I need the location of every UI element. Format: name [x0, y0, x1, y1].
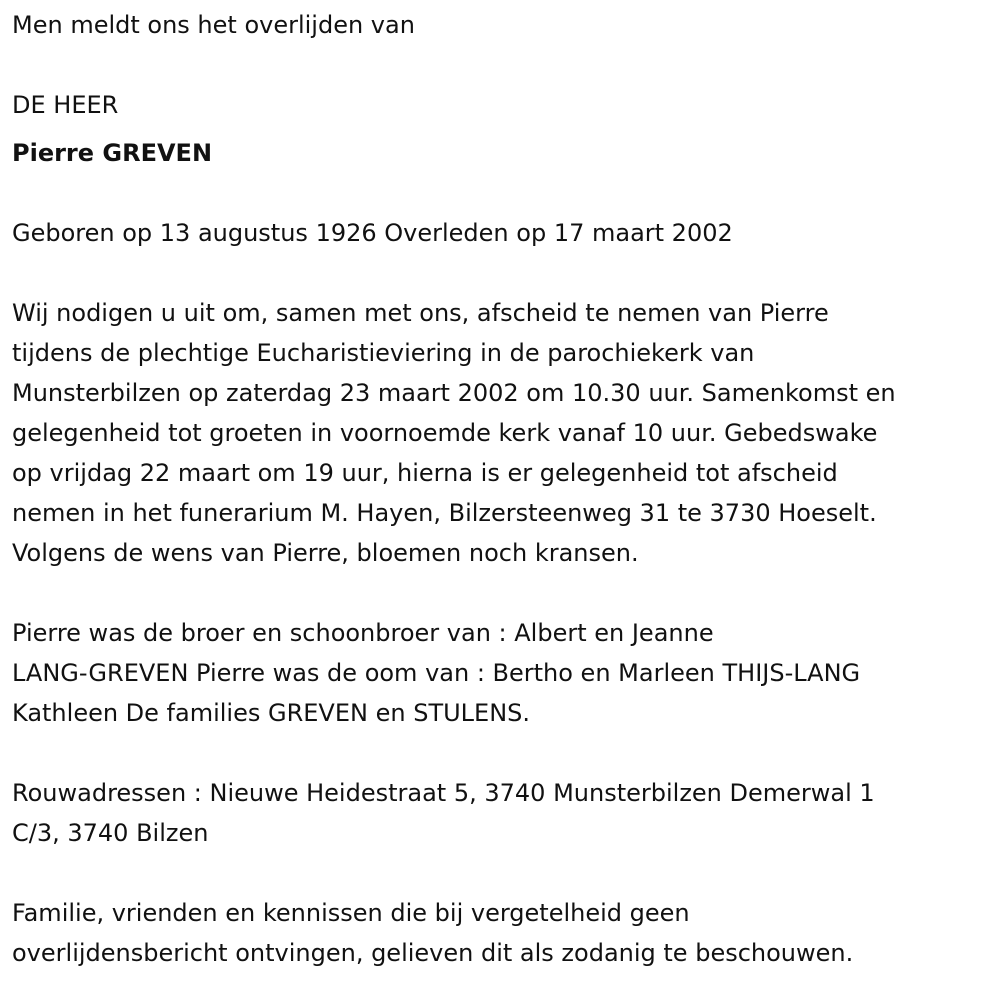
mourning-address-line: C/3, 3740 Bilzen	[12, 819, 209, 847]
salutation: DE HEER	[12, 91, 119, 119]
invitation-line: Munsterbilzen op zaterdag 23 maart 2002 om 10.30 uur. Samenkomst en	[12, 379, 896, 407]
invitation-line: Volgens de wens van Pierre, bloemen noch kransen.	[12, 539, 639, 567]
intro-text: Men meldt ons het overlijden van	[12, 11, 415, 39]
family-line: Kathleen De families GREVEN en STULENS.	[12, 699, 531, 727]
mourning-address-line: Rouwadressen : Nieuwe Heidestraat 5, 3740 Munsterbilzen Demerwal 1	[12, 779, 875, 807]
deceased-name: Pierre GREVEN	[12, 139, 213, 167]
birth-death-dates: Geboren op 13 augustus 1926 Overleden op 17 maart 2002	[12, 219, 733, 247]
invitation-line: gelegenheid tot groeten in voornoemde kerk vanaf 10 uur. Gebedswake	[12, 419, 878, 447]
invitation-line: nemen in het funerarium M. Hayen, Bilzersteenweg 31 te 3730 Hoeselt.	[12, 499, 877, 527]
family-line: Pierre was de broer en schoonbroer van : Albert en Jeanne	[12, 619, 714, 647]
invitation-line: tijdens de plechtige Eucharistieviering in de parochiekerk van	[12, 339, 755, 367]
invitation-line: op vrijdag 22 maart om 19 uur, hierna is er gelegenheid tot afscheid	[12, 459, 838, 487]
family-line: LANG-GREVEN Pierre was de oom van : Bertho en Marleen THIJS-LANG	[12, 659, 861, 687]
invitation-line: Wij nodigen u uit om, samen met ons, afscheid te nemen van Pierre	[12, 299, 829, 327]
closing-line: overlijdensbericht ontvingen, gelieven dit als zodanig te beschouwen.	[12, 939, 854, 967]
closing-line: Familie, vrienden en kennissen die bij vergetelheid geen	[12, 899, 690, 927]
